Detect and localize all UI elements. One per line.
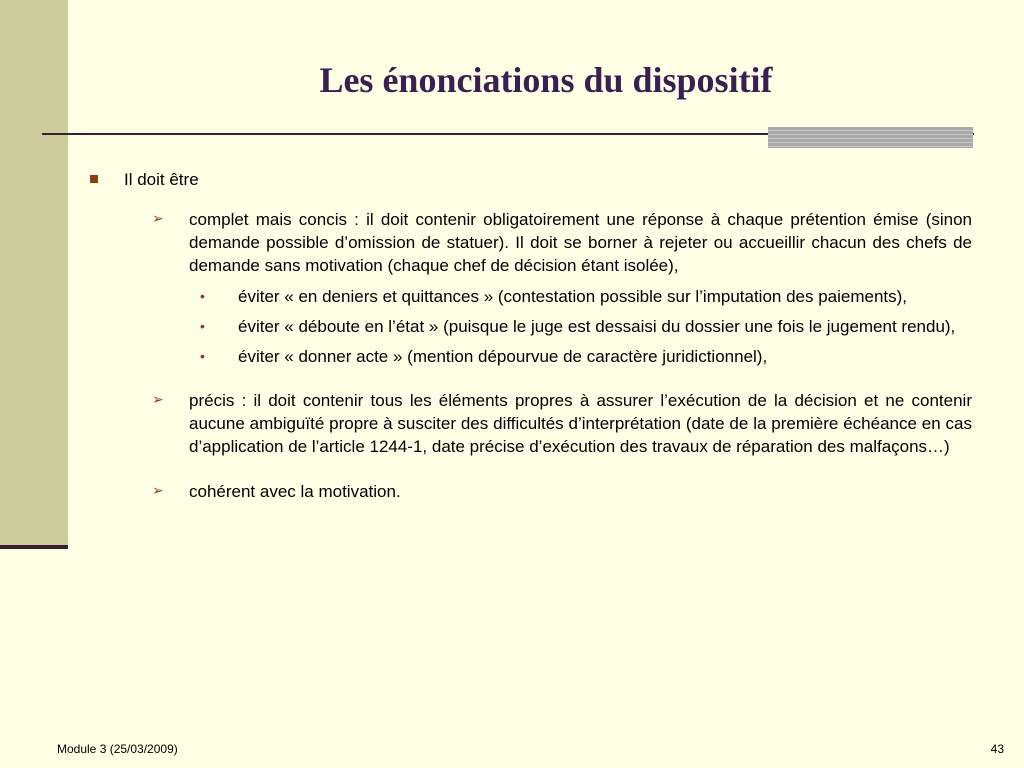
square-bullet-icon [90,175,98,183]
page-number: 43 [990,742,1004,756]
sub-sub-bullet-text: éviter « en deniers et quittances » (contestation possible sur l’imputation des paiements), [238,287,908,306]
bullet-item [86,168,972,191]
sub-bullet-item [152,389,972,458]
spacer [86,375,972,389]
slide-content [86,168,972,511]
title-divider-accent [768,127,973,148]
sub-sub-bullet-item [200,285,972,308]
left-band-underline [0,545,68,549]
arrow-bullet-icon: ➢ [152,392,164,408]
sub-sub-bullet-text: éviter « donner acte » (mention dépourvue de caractère juridictionnel), [238,347,768,366]
arrow-bullet-icon: ➢ [152,483,164,499]
bullet-text: Il doit être [124,170,199,189]
sub-bullet-text: complet mais concis : il doit contenir obligatoirement une réponse à chaque prétention émise (sinon demande possible d’omission de statuer). Il doit se borner à rejeter ou accueillir chacun des chefs de demande sans motivation (chaque chef de décision étant isolée), [189,210,972,275]
arrow-bullet-icon: ➢ [152,211,164,227]
dot-bullet-icon: • [200,288,205,304]
sub-bullet-text: cohérent avec la motivation. [189,482,401,501]
footer-module-label: Module 3 (25/03/2009) [57,742,178,756]
sub-sub-bullet-item [200,315,972,338]
dot-bullet-icon: • [200,348,205,364]
sub-sub-bullet-item [200,345,972,368]
spacer [86,466,972,480]
sub-bullet-item [152,480,972,503]
sub-sub-bullet-text: éviter « déboute en l’état » (puisque le juge est dessaisi du dossier une fois le jugement rendu), [238,317,956,336]
sub-bullet-item [152,208,972,277]
dot-bullet-icon: • [200,318,205,334]
sub-bullet-text: précis : il doit contenir tous les éléments propres à assurer l’exécution de la décision et ne contenir aucune ambiguïté propre à susciter des difficultés d’interprétation (date de la première échéance en cas d’application de l’article 1244-1, date précise d’exécution des travaux de réparation des malfaçons…) [189,391,972,456]
slide-title: Les énonciations du dispositif [319,60,773,100]
left-decorative-band [0,0,68,545]
